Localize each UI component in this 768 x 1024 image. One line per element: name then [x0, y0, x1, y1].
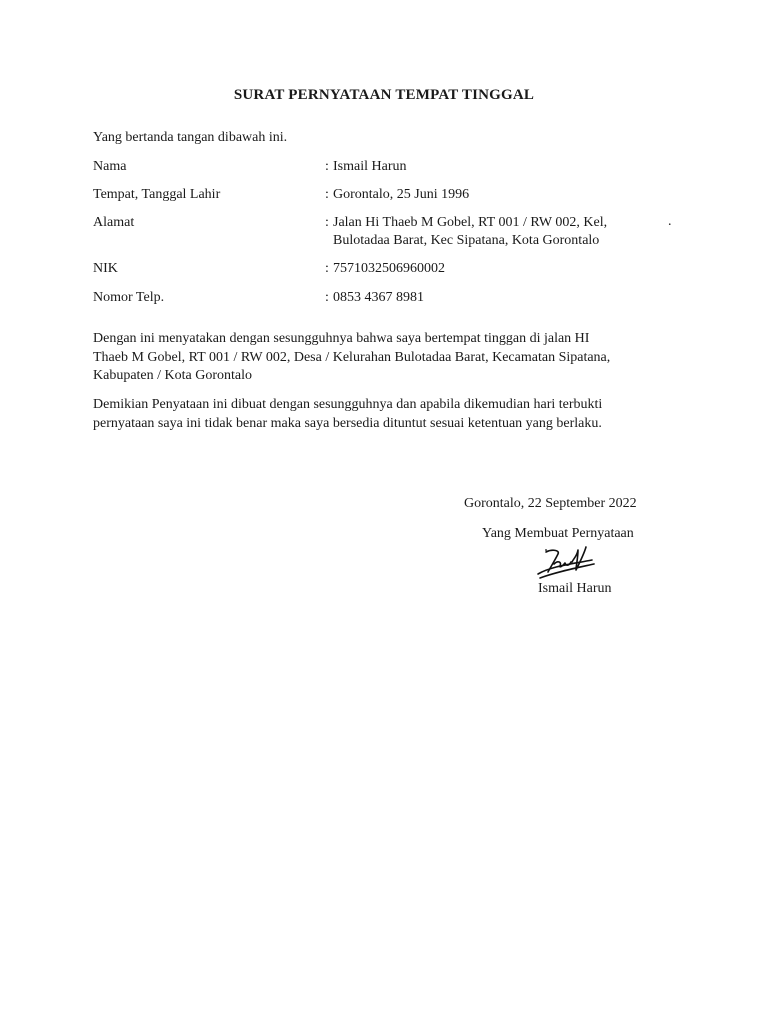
address-line: Bulotadaa Barat, Kec Sipatana, Kota Gorontalo: [333, 233, 600, 248]
field-colon: :: [325, 159, 329, 174]
statement-paragraph: [93, 330, 683, 386]
field-label: Tempat, Tanggal Lahir: [93, 187, 221, 202]
field-colon: :: [325, 290, 329, 305]
paragraph-line: Dengan ini menyatakan dengan sesungguhnya bahwa saya bertempat tinggan di jalan HI: [93, 331, 590, 346]
field-value: 0853 4367 8981: [333, 290, 424, 305]
field-value: 7571032506960002: [333, 261, 445, 276]
paragraph-line: Demikian Penyataan ini dibuat dengan sesungguhnya dan apabila dikemudian hari terbukti: [93, 397, 603, 412]
field-colon: :: [325, 215, 329, 230]
intro-text: Yang bertanda tangan dibawah ini.: [93, 130, 288, 145]
field-label: NIK: [93, 261, 118, 276]
field-label: Nama: [93, 159, 127, 174]
signer-name: Ismail Harun: [538, 581, 612, 596]
closing-paragraph: [93, 396, 683, 433]
field-colon: :: [325, 187, 329, 202]
field-value: Gorontalo, 25 Juni 1996: [333, 187, 470, 202]
signature-image: [532, 544, 604, 584]
field-value: Ismail Harun: [333, 159, 407, 174]
address-line: Jalan Hi Thaeb M Gobel, RT 001 / RW 002, Kel,: [333, 215, 608, 230]
field-label: Nomor Telp.: [93, 290, 165, 305]
document-title: SURAT PERNYATAAN TEMPAT TINGGAL: [233, 87, 535, 103]
paragraph-line: Kabupaten / Kota Gorontalo: [93, 368, 253, 383]
place-date: Gorontalo, 22 September 2022: [464, 496, 637, 511]
paragraph-line: Thaeb M Gobel, RT 001 / RW 002, Desa / Kelurahan Bulotadaa Barat, Kecamatan Sipatana,: [93, 349, 611, 365]
field-value: [333, 214, 653, 250]
paragraph-line: pernyataan saya ini tidak benar maka saya bersedia dituntut sesuai ketentuan yang berlaku.: [93, 415, 602, 431]
maker-label: Yang Membuat Pernyataan: [482, 526, 634, 541]
stray-mark: .: [668, 214, 672, 229]
field-colon: :: [325, 261, 329, 276]
field-label: Alamat: [93, 215, 135, 230]
